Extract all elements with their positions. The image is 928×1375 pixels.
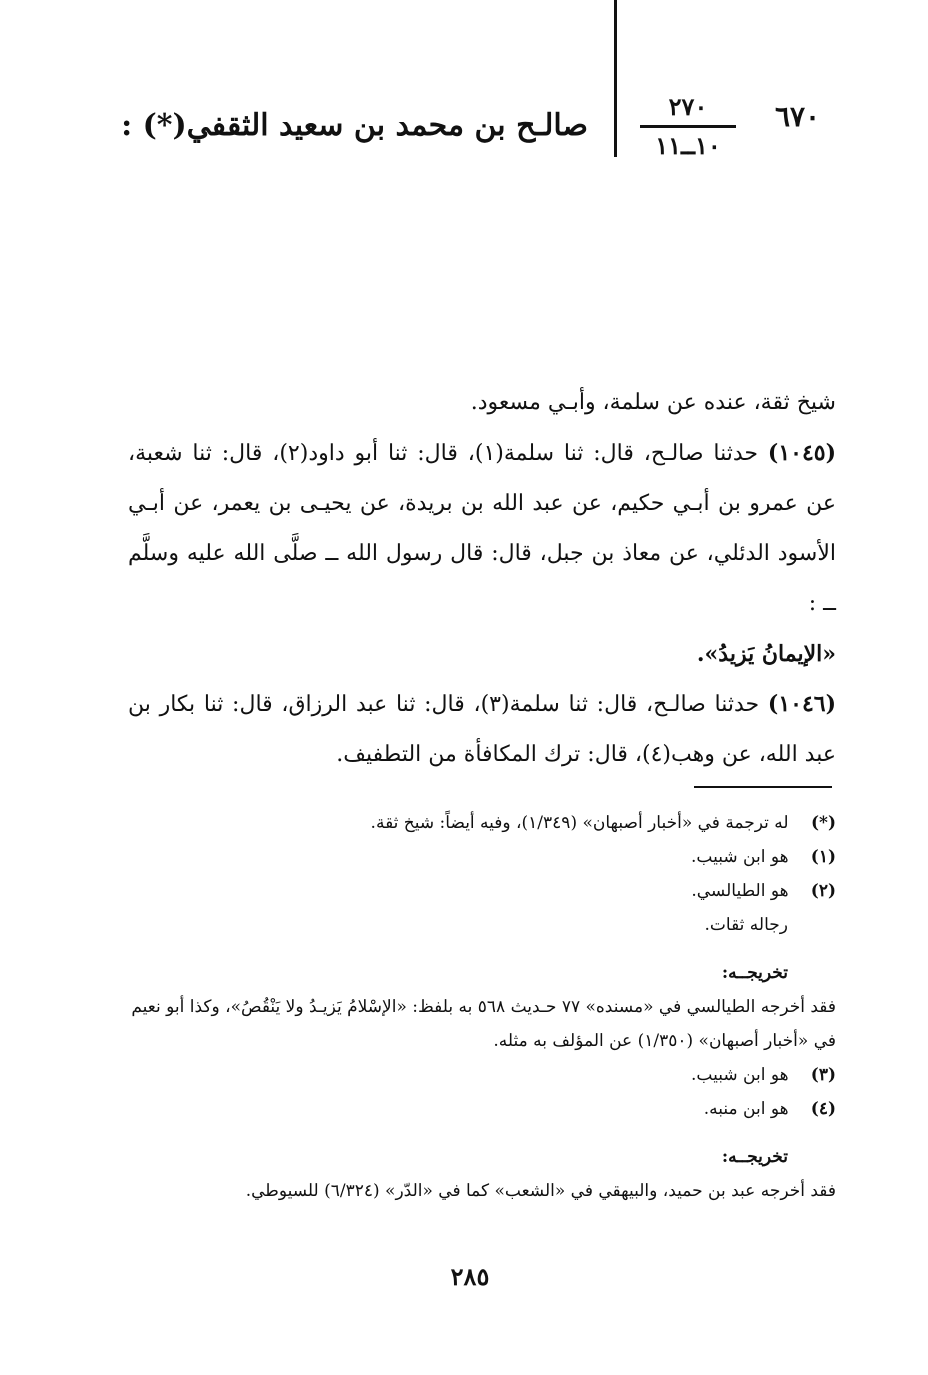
hadith-text: حدثنا صالـح، قال: ثنا سلمة(١)، قال: ثنا أبو داود(٢)، قال: ثنا شعبة، عن عمرو بن أبـي حكيم، عن عبد الله بن بريدة، عن يحيـى بن يعمر، عن أبـي الأسود الدئلي، عن معاذ بن جبل، قال: قال رسول الله ــ صلَّى الله عليه وسلَّم ــ : (128, 441, 836, 616)
takhrij-text: فقد أخرجه عبد بن حميد، والبيهقي في «الشعب» كما في «الدّر» (٦/٣٢٤) للسيوطي. (245, 1181, 836, 1201)
volume-fraction (632, 92, 744, 161)
footnote-3 (128, 1058, 836, 1092)
intro-paragraph: شيخ ثقة، عنده عن سلمة، وأبـي مسعود. (470, 390, 836, 415)
footnote-mark: (٢) (810, 881, 836, 901)
takhrij-heading: تخريجــه: (721, 1147, 788, 1167)
footnote-separator (694, 786, 832, 788)
page-number: ٢٨٥ (450, 1262, 490, 1291)
takhrij-heading: تخريجــه: (721, 963, 788, 983)
footnote-text: له ترجمة في «أخبار أصبهان» (١/٣٤٩)، وفيه أيضاً: شيخ ثقة. (370, 813, 789, 833)
footnote-text: هو ابن شبيب. (691, 1065, 789, 1085)
footnote-mark: (١) (810, 847, 836, 867)
fraction-line (640, 125, 736, 128)
header-vertical-rule (614, 0, 617, 157)
hadith-text: حدثنا صالـح، قال: ثنا سلمة(٣)، قال: ثنا عبد الرزاق، قال: ثنا بكار بن عبد الله، عن وهب(٤)، قال: ترك المكافأة من التطفيف. (128, 692, 836, 767)
hadith-number: (١٠٤٦) (767, 691, 836, 717)
footnote-text: هو ابن منبه. (703, 1099, 789, 1119)
takhrij-text: فقد أخرجه الطيالسي في «مسنده» ٧٧ حـديث ٥٦٨ به بلفظ: «الإسْلامُ يَزيـدُ ولا يَنْقُصُ»، وكذا أبو نعيم في «أخبار أصبهان» (١/٣٥٠) عن المؤلف به مثله. (131, 997, 836, 1051)
fraction-bottom: ١٠ــ١١ (655, 131, 721, 160)
footnote-text: هو الطيالسي. (691, 881, 789, 901)
hadith-quote: «الإيمانُ يَزيدُ». (696, 641, 836, 667)
footnotes (128, 806, 836, 1208)
biography-title: صالـح بن محمد بن سعيد الثقفي(*) : (121, 108, 588, 143)
hadith-1045 (128, 428, 836, 629)
footnote-star (128, 806, 836, 840)
footnote-4 (128, 1092, 836, 1126)
main-text (128, 378, 836, 780)
footnote-mark: (٣) (810, 1065, 836, 1085)
fraction-top: ٢٧٠ (668, 92, 708, 121)
footnote-1 (128, 840, 836, 874)
hadith-number: (١٠٤٥) (767, 440, 836, 466)
hadith-1046 (128, 679, 836, 780)
rijal-note: رجاله ثقات. (704, 915, 788, 935)
footnote-2 (128, 874, 836, 908)
entry-number: ٦٧٠ (774, 100, 821, 133)
footnote-mark: (٤) (810, 1099, 836, 1119)
footnote-mark: (*) (811, 813, 836, 833)
footnote-text: هو ابن شبيب. (691, 847, 789, 867)
